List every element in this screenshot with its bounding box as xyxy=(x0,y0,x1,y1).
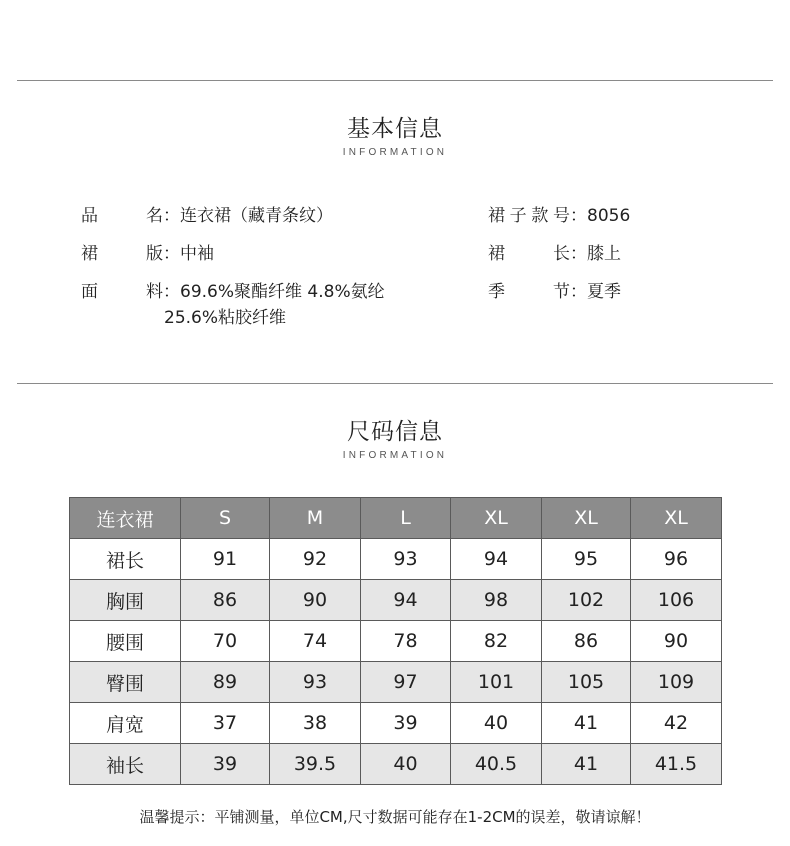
row-label: 袖长 xyxy=(70,744,181,785)
table-cell: 109 xyxy=(631,662,722,703)
table-cell: 39 xyxy=(361,703,451,744)
info-colon: ： xyxy=(163,282,180,302)
table-cell: 93 xyxy=(270,662,361,703)
table-cell: 94 xyxy=(451,539,542,580)
info-label: 季 节 xyxy=(488,282,570,302)
header-cell: L xyxy=(361,498,451,539)
info-colon: ： xyxy=(570,244,587,264)
size-table xyxy=(69,497,722,785)
table-cell: 105 xyxy=(542,662,631,703)
table-cell: 98 xyxy=(451,580,542,621)
middle-divider xyxy=(17,383,773,384)
info-value: 69.6%聚酯纤维 4.8%氨纶 xyxy=(180,282,385,302)
info-row-length xyxy=(488,239,621,264)
table-cell: 90 xyxy=(631,621,722,662)
info-colon: ： xyxy=(570,282,587,302)
info-row-style xyxy=(81,239,214,264)
table-cell: 91 xyxy=(181,539,270,580)
table-cell: 70 xyxy=(181,621,270,662)
table-cell: 41 xyxy=(542,703,631,744)
basic-info-title: 基本信息 xyxy=(347,116,443,142)
row-label: 臀围 xyxy=(70,662,181,703)
table-cell: 92 xyxy=(270,539,361,580)
table-cell: 89 xyxy=(181,662,270,703)
info-colon: ： xyxy=(163,244,180,264)
table-cell: 106 xyxy=(631,580,722,621)
header-cell: S xyxy=(181,498,270,539)
table-cell: 82 xyxy=(451,621,542,662)
row-label: 肩宽 xyxy=(70,703,181,744)
top-divider xyxy=(17,80,773,81)
header-cell: M xyxy=(270,498,361,539)
table-cell: 102 xyxy=(542,580,631,621)
table-cell: 37 xyxy=(181,703,270,744)
row-label: 腰围 xyxy=(70,621,181,662)
row-label: 裙长 xyxy=(70,539,181,580)
size-table-header xyxy=(70,498,722,539)
info-row-season xyxy=(488,277,621,302)
info-label: 品 名 xyxy=(81,206,163,226)
table-cell: 41.5 xyxy=(631,744,722,785)
table-cell: 78 xyxy=(361,621,451,662)
info-row-fabric-cont xyxy=(164,303,286,328)
size-info-subtitle: INFORMATION xyxy=(342,450,448,461)
table-cell: 86 xyxy=(181,580,270,621)
info-colon: ： xyxy=(570,206,587,226)
table-cell: 86 xyxy=(542,621,631,662)
info-value: 中袖 xyxy=(180,244,214,264)
table-cell: 90 xyxy=(270,580,361,621)
row-label: 胸围 xyxy=(70,580,181,621)
table-row xyxy=(70,744,722,785)
info-label: 面 料 xyxy=(81,282,163,302)
header-cell: XL xyxy=(451,498,542,539)
info-row-fabric xyxy=(81,277,385,302)
info-label: 裙子款号 xyxy=(488,206,570,226)
size-info-title: 尺码信息 xyxy=(347,419,443,445)
table-cell: 96 xyxy=(631,539,722,580)
info-row-code xyxy=(488,201,630,226)
table-row xyxy=(70,580,722,621)
info-value-continued: 25.6%粘胶纤维 xyxy=(164,308,287,328)
table-cell: 97 xyxy=(361,662,451,703)
header-cell: XL xyxy=(542,498,631,539)
table-cell: 40 xyxy=(361,744,451,785)
table-cell: 42 xyxy=(631,703,722,744)
table-cell: 39 xyxy=(181,744,270,785)
table-cell: 94 xyxy=(361,580,451,621)
table-cell: 40.5 xyxy=(451,744,542,785)
measurement-note: 温馨提示：平铺测量，单位CM,尺寸数据可能存在1-2CM的误差，敬请谅解！ xyxy=(139,808,651,826)
table-cell: 74 xyxy=(270,621,361,662)
info-label: 裙 版 xyxy=(81,244,163,264)
table-cell: 41 xyxy=(542,744,631,785)
table-cell: 95 xyxy=(542,539,631,580)
table-cell: 38 xyxy=(270,703,361,744)
table-cell: 101 xyxy=(451,662,542,703)
table-cell: 39.5 xyxy=(270,744,361,785)
info-value: 8056 xyxy=(587,206,631,226)
basic-info-subtitle: INFORMATION xyxy=(342,147,448,158)
table-row xyxy=(70,703,722,744)
header-cell: XL xyxy=(631,498,722,539)
table-row xyxy=(70,662,722,703)
info-value: 膝上 xyxy=(587,244,621,264)
info-colon: ： xyxy=(163,206,180,226)
table-row xyxy=(70,539,722,580)
table-cell: 40 xyxy=(451,703,542,744)
info-label: 裙 长 xyxy=(488,244,570,264)
info-value: 连衣裙（藏青条纹） xyxy=(180,206,333,226)
info-value: 夏季 xyxy=(587,282,621,302)
table-cell: 93 xyxy=(361,539,451,580)
table-row xyxy=(70,621,722,662)
header-cell: 连衣裙 xyxy=(70,498,181,539)
info-row-name xyxy=(81,201,333,226)
